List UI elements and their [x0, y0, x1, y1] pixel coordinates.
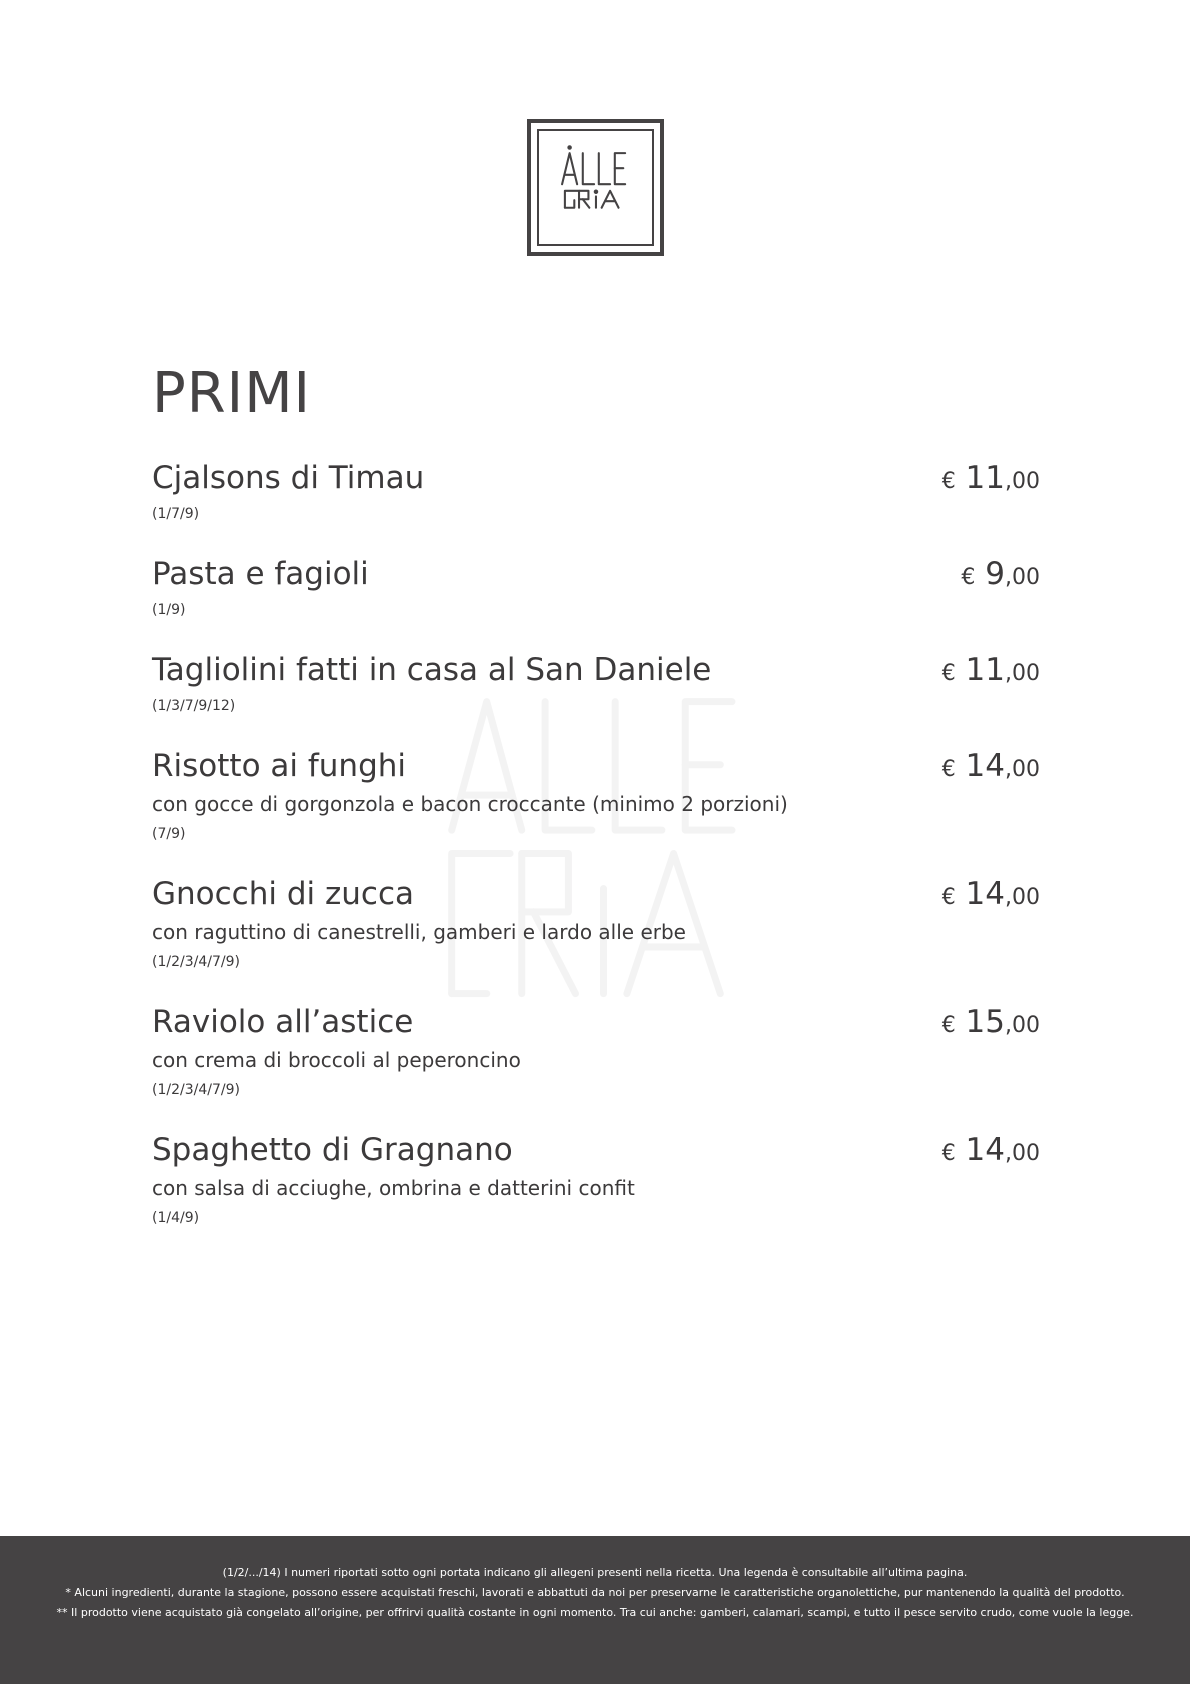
allergen-legend-note: (1/2/.../14) I numeri riportati sotto ogni portata indicano gli allegeni presenti nella ricetta. Una legenda è consultabile all’ultima pagina. [222, 1566, 968, 1579]
price-integer: 9 [985, 556, 1005, 592]
section-title: PRIMI [152, 361, 312, 426]
dish-name: Tagliolini fatti in casa al San Daniele [152, 652, 712, 688]
menu-item [152, 1130, 1040, 1228]
dish-name: Cjalsons di Timau [152, 460, 425, 496]
allergen-codes: (1/4/9) [152, 1210, 200, 1226]
dish-price [942, 650, 1040, 694]
allergen-codes: (1/9) [152, 602, 186, 618]
menu-item [152, 746, 1040, 844]
dish-price [942, 1130, 1040, 1174]
dish-price [961, 554, 1040, 598]
dish-description: con crema di broccoli al peperoncino [152, 1048, 521, 1072]
menu-item [152, 874, 1040, 972]
price-cents: ,00 [1005, 757, 1040, 782]
fresh-ingredients-note: * Alcuni ingredienti, durante la stagione, possono essere acquistati freschi, lavorati e abbattuti da noi per preservarne le caratteristiche organolettiche, pur mantenendo la qualità del prodotto. [65, 1586, 1125, 1599]
footer-notes [0, 1536, 1190, 1684]
allergen-codes: (7/9) [152, 826, 186, 842]
dish-name: Gnocchi di zucca [152, 876, 414, 912]
allegria-logo [527, 119, 664, 256]
dish-description: con gocce di gorgonzola e bacon croccante (minimo 2 porzioni) [152, 792, 788, 816]
price-cents: ,00 [1005, 885, 1040, 910]
price-integer: 11 [965, 652, 1005, 688]
menu-item [152, 650, 1040, 716]
currency-symbol: € [941, 661, 956, 686]
price-integer: 15 [965, 1004, 1005, 1040]
menu-item [152, 554, 1040, 620]
menu-item [152, 458, 1040, 524]
price-cents: ,00 [1005, 661, 1040, 686]
dish-name: Pasta e fagioli [152, 556, 369, 592]
menu-item [152, 1002, 1040, 1100]
dish-price [942, 746, 1040, 790]
currency-symbol: € [941, 885, 956, 910]
currency-symbol: € [941, 1141, 956, 1166]
dish-price [942, 1002, 1040, 1046]
price-cents: ,00 [1005, 1141, 1040, 1166]
currency-symbol: € [941, 757, 956, 782]
price-cents: ,00 [1005, 565, 1040, 590]
dish-description: con salsa di acciughe, ombrina e datterini confit [152, 1176, 635, 1200]
dish-price [942, 874, 1040, 918]
dish-description: con raguttino di canestrelli, gamberi e lardo alle erbe [152, 920, 686, 944]
dish-name: Raviolo all’astice [152, 1004, 414, 1040]
allergen-codes: (1/7/9) [152, 506, 200, 522]
frozen-product-note: ** Il prodotto viene acquistato già congelato all’origine, per offrirvi qualità costante in ogni momento. Tra cui anche: gamberi, calamari, scampi, e tutto il pesce servito crudo, come vuole la legge. [56, 1606, 1134, 1619]
price-integer: 11 [965, 460, 1005, 496]
allergen-codes: (1/3/7/9/12) [152, 698, 236, 714]
currency-symbol: € [961, 565, 976, 590]
price-integer: 14 [965, 1132, 1005, 1168]
logo-lettering [531, 123, 660, 252]
dish-price [942, 458, 1040, 502]
dish-name: Risotto ai funghi [152, 748, 407, 784]
price-cents: ,00 [1005, 1013, 1040, 1038]
currency-symbol: € [941, 1013, 956, 1038]
price-integer: 14 [965, 748, 1005, 784]
allergen-codes: (1/2/3/4/7/9) [152, 954, 240, 970]
price-cents: ,00 [1005, 469, 1040, 494]
currency-symbol: € [941, 469, 956, 494]
allergen-codes: (1/2/3/4/7/9) [152, 1082, 240, 1098]
dish-name: Spaghetto di Gragnano [152, 1132, 513, 1168]
price-integer: 14 [965, 876, 1005, 912]
